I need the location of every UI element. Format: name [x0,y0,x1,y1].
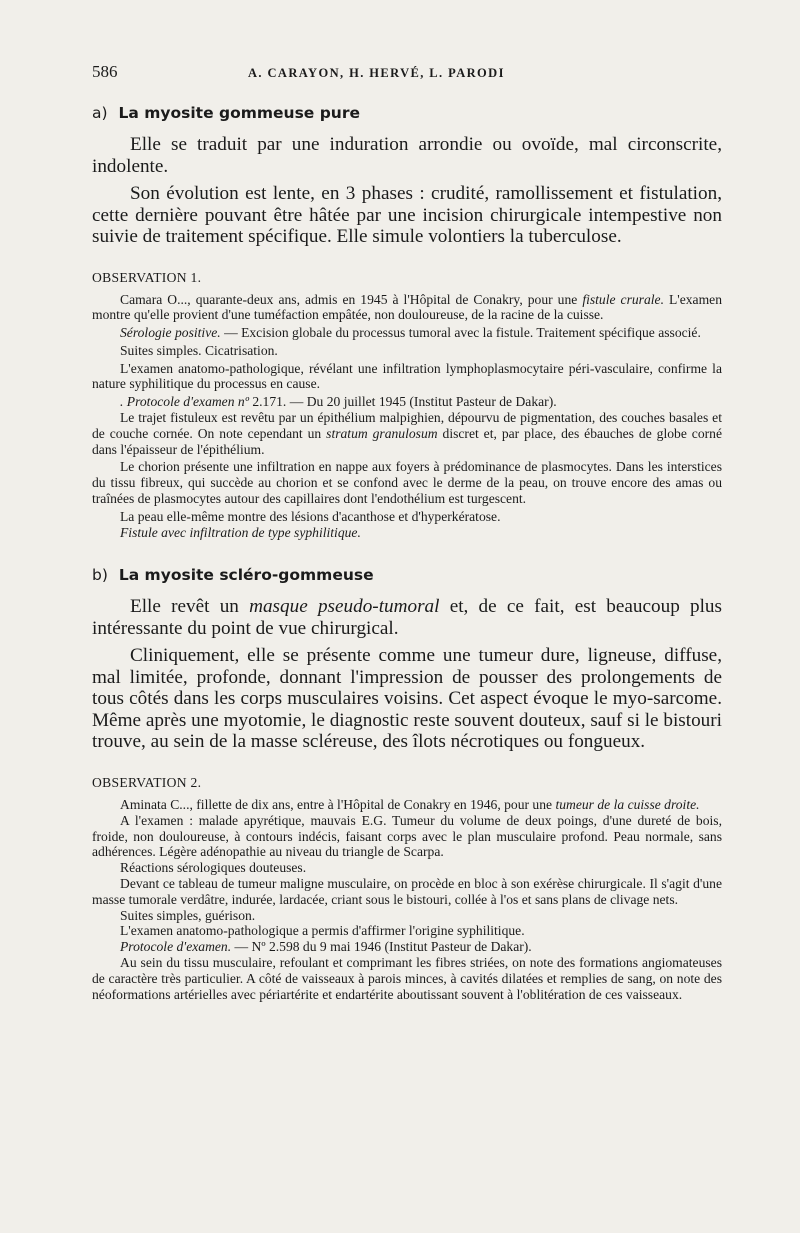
page-number: 586 [92,62,118,81]
obs1-paragraph [92,292,722,324]
section-b-italic: masque pseudo-tumoral [249,596,440,618]
obs2-text: Aminata C..., fillette de dix ans, entre à l'Hôpital de Conakry en 1946, pour une [120,796,556,812]
obs1-text: Le trajet fistuleux est revêtu par un épithélium malpighien, dépourvu de pigmentation, des couches basales et de couche cornée. On note cependant un [92,410,722,441]
section-a-letter: a) [92,104,108,122]
section-b-paragraph [92,596,722,639]
obs2-paragraph: L'examen anatomo-pathologique a permis d'affirmer l'origine syphilitique. [120,923,525,939]
obs1-text: — Excision globale du processus tumoral avec la fistule. Traitement spécifique associé. [220,325,701,341]
obs1-italic: fistule crurale. [582,291,664,307]
obs2-paragraph: A l'examen : malade apyrétique, mauvais E.G. Tumeur du volume de deux poings, d'une dureté de bois, froide, non douloureuse, à contours indécis, faisant corps avec le plan musculaire profond. Peau normale, sans adhérences. Légère adénopathie au niveau du triangle de Scarpa. [92,812,722,860]
section-b-text: Elle revêt un [130,596,250,618]
obs1-text: Camara O..., quarante-deux ans, admis en 1945 à l'Hôpital de Conakry, pour une [120,291,583,307]
running-head-authors: A. CARAYON, H. HERVÉ, L. PARODI [248,66,505,80]
section-a-paragraph: Son évolution est lente, en 3 phases : crudité, ramollissement et fistulation, cette dernière pouvant être hâtée par une incision chirurgicale intempestive non suivie de traitement spécifique. Elle simule volontiers la tuberculose. [92,183,722,247]
obs2-italic: Protocole d'examen. [120,939,232,955]
obs2-italic: tumeur de la cuisse droite. [555,796,700,812]
observation-1-heading: OBSERVATION 1. [92,269,202,285]
obs2-protocol [92,939,722,955]
obs2-paragraph: Suites simples, guérison. [120,907,256,923]
section-b-text: et, de ce fait, est beaucoup plus intéressante du point de vue chirurgical. [92,596,722,639]
section-a-paragraph: Elle se traduit par une induration arrondie ou ovoïde, mal circonscrite, indolente. [92,134,722,177]
obs1-text: discret et, par place, des ébauches de globe corné dans l'épaisseur de l'épithélium. [92,425,722,457]
obs2-paragraph: Devant ce tableau de tumeur maligne musculaire, on procède en bloc à son exérèse chirurgicale. Il s'agit d'une masse tumorale verdâtre, indurée, lardacée, criant sous le bistouri, collée à l'os et sans plans de clivage nets. [92,875,722,907]
obs1-protocol [92,394,722,410]
section-b-heading [92,566,722,584]
obs1-paragraph: La peau elle-même montre des lésions d'acanthose et d'hyperkératose. [120,508,501,524]
obs1-italic: stratum granulosum [326,425,438,441]
section-b-paragraph: Cliniquement, elle se présente comme une tumeur dure, ligneuse, diffuse, mal limitée, profonde, donnant l'impression de pousser des prolongements de tous côtés dans les corps musculaires voisins. Cet aspect évoque le myo-sarcome. Même après une myotomie, le diagnostic reste souvent douteux, sauf si le bistouri trouve, au sein de la masse scléreuse, des îlots nécrotiques ou fongueux. [92,645,722,753]
observation-2-heading: OBSERVATION 2. [92,774,202,790]
section-b-letter: b) [92,566,108,585]
obs1-paragraph: Suites simples. Cicatrisation. [120,342,278,358]
obs1-italic: . Protocole d'examen nº [120,394,249,410]
obs1-paragraph: L'examen anatomo-pathologique, révélant une infiltration lymphoplasmocytaire péri-vasculaire, confirme la nature syphilitique du processus en cause. [92,360,722,392]
obs2-paragraph [92,797,722,813]
obs2-text: — Nº 2.598 du 9 mai 1946 (Institut Pasteur de Dakar). [231,939,532,955]
obs1-paragraph [92,410,722,457]
section-a-heading [92,104,722,122]
obs1-paragraph: Le chorion présente une infiltration en nappe aux foyers à prédominance de plasmocytes. Dans les interstices du tissu fibreux, qui succède au chorion et se confond avec le derme de la peau, on trouve encore des amas ou traînées de plasmocytes autour des capillaires dont l'endothélium est turgescent. [92,459,722,507]
obs1-italic: Sérologie positive. [120,325,221,341]
obs1-text: L'examen montre qu'elle provient d'une tuméfaction empâtée, non douloureuse, de la racine de la cuisse. [92,291,722,323]
obs2-paragraph: Réactions sérologiques douteuses. [120,860,307,876]
obs1-conclusion: Fistule avec infiltration de type syphilitique. [120,524,361,540]
obs2-paragraph: Au sein du tissu musculaire, refoulant et comprimant les fibres striées, on note des formations angiomateuses de caractère très particulier. A côté de vaisseaux à parois minces, à cavités dilatées et remplies de sang, on note des néoformations artérielles avec périartérite et endartérite aboutissant souvent à l'oblitération de ces vaisseaux. [92,954,722,1002]
obs1-text: 2.171. — Du 20 juillet 1945 (Institut Pasteur de Dakar). [248,394,557,410]
section-a-title: La myosite gommeuse pure [118,104,360,122]
obs1-paragraph [92,325,722,341]
page [92,62,722,1002]
section-b-title: La myosite scléro-gommeuse [118,566,374,585]
running-header [92,62,722,96]
